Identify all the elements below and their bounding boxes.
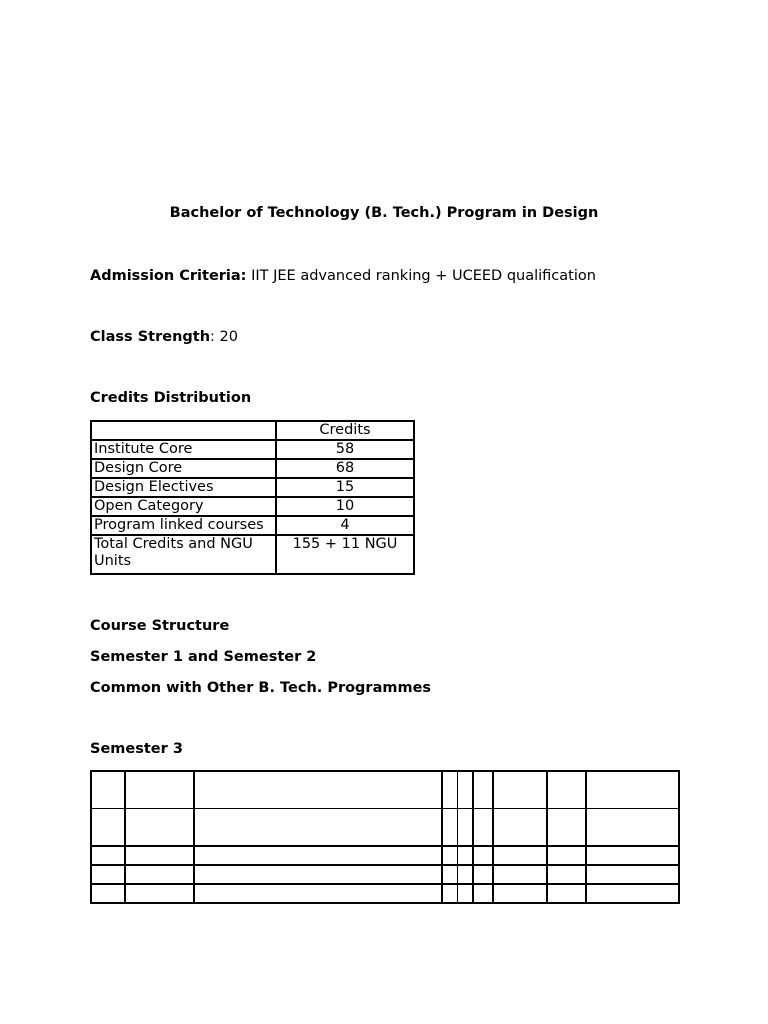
table-cell <box>194 846 442 865</box>
table-cell <box>457 865 473 884</box>
row-label: Open Category <box>91 497 276 516</box>
table-cell <box>473 865 493 884</box>
semester-3-heading: Semester 3 <box>90 741 183 757</box>
table-cell <box>457 771 473 809</box>
table-cell <box>547 809 586 847</box>
table-cell <box>493 771 547 809</box>
credits-header-blank <box>91 421 276 440</box>
row-value: 155 + 11 NGU <box>276 535 414 574</box>
table-row <box>91 516 414 535</box>
table-cell <box>91 809 125 847</box>
admission-criteria <box>90 268 596 284</box>
table-cell <box>442 884 457 903</box>
table-cell <box>125 809 194 847</box>
table-cell <box>125 771 194 809</box>
table-cell <box>473 846 493 865</box>
row-value: 10 <box>276 497 414 516</box>
table-row-total <box>91 535 414 574</box>
page-title: Bachelor of Technology (B. Tech.) Program in Design <box>169 205 599 221</box>
table-cell <box>125 865 194 884</box>
table-cell <box>493 865 547 884</box>
credits-table <box>90 420 415 575</box>
table-row <box>91 478 414 497</box>
table-cell <box>493 884 547 903</box>
class-strength-label: Class Strength <box>90 329 211 345</box>
table-cell <box>457 884 473 903</box>
table-cell <box>547 884 586 903</box>
row-value: 58 <box>276 440 414 459</box>
table-cell <box>493 846 547 865</box>
table-cell <box>194 884 442 903</box>
row-label: Design Core <box>91 459 276 478</box>
table-cell <box>547 846 586 865</box>
table-cell <box>586 809 679 847</box>
table-cell <box>586 884 679 903</box>
table-cell <box>91 771 125 809</box>
table-header-row <box>91 771 679 809</box>
table-row <box>91 497 414 516</box>
table-row <box>91 884 679 903</box>
row-label: Program linked courses <box>91 516 276 535</box>
common-note: Common with Other B. Tech. Programmes <box>90 680 432 696</box>
table-cell <box>493 809 547 847</box>
table-cell <box>547 865 586 884</box>
table-header-row <box>91 809 679 847</box>
table-cell <box>125 846 194 865</box>
table-row <box>91 846 679 865</box>
table-cell <box>442 846 457 865</box>
table-cell <box>473 771 493 809</box>
table-cell <box>473 809 493 847</box>
table-cell <box>91 865 125 884</box>
table-cell <box>442 771 457 809</box>
admission-criteria-label: Admission Criteria: <box>90 268 247 284</box>
semester-3-table <box>90 770 680 904</box>
credits-header: Credits <box>276 421 414 440</box>
course-structure-heading: Course Structure <box>90 618 230 634</box>
table-cell <box>586 865 679 884</box>
row-label: Total Credits and NGU Units <box>91 535 276 574</box>
table-cell <box>586 846 679 865</box>
admission-criteria-value: IIT JEE advanced ranking + UCEED qualification <box>246 268 596 284</box>
class-strength-value: : 20 <box>210 329 238 345</box>
table-cell <box>457 846 473 865</box>
row-value: 68 <box>276 459 414 478</box>
table-cell <box>473 884 493 903</box>
row-label: Design Electives <box>91 478 276 497</box>
credits-distribution-heading: Credits Distribution <box>90 390 252 406</box>
table-cell <box>194 771 442 809</box>
table-cell <box>91 884 125 903</box>
table-cell <box>194 865 442 884</box>
row-value: 4 <box>276 516 414 535</box>
table-cell <box>194 809 442 847</box>
row-value: 15 <box>276 478 414 497</box>
semester-1-2-heading: Semester 1 and Semester 2 <box>90 649 317 665</box>
table-cell <box>91 846 125 865</box>
table-row <box>91 865 679 884</box>
table-row <box>91 459 414 478</box>
table-cell <box>125 884 194 903</box>
table-row <box>91 440 414 459</box>
table-cell <box>586 771 679 809</box>
credits-table-header <box>91 421 414 440</box>
table-cell <box>547 771 586 809</box>
row-label: Institute Core <box>91 440 276 459</box>
table-cell <box>442 865 457 884</box>
table-cell <box>442 809 457 847</box>
table-cell <box>457 809 473 847</box>
class-strength <box>90 329 238 345</box>
